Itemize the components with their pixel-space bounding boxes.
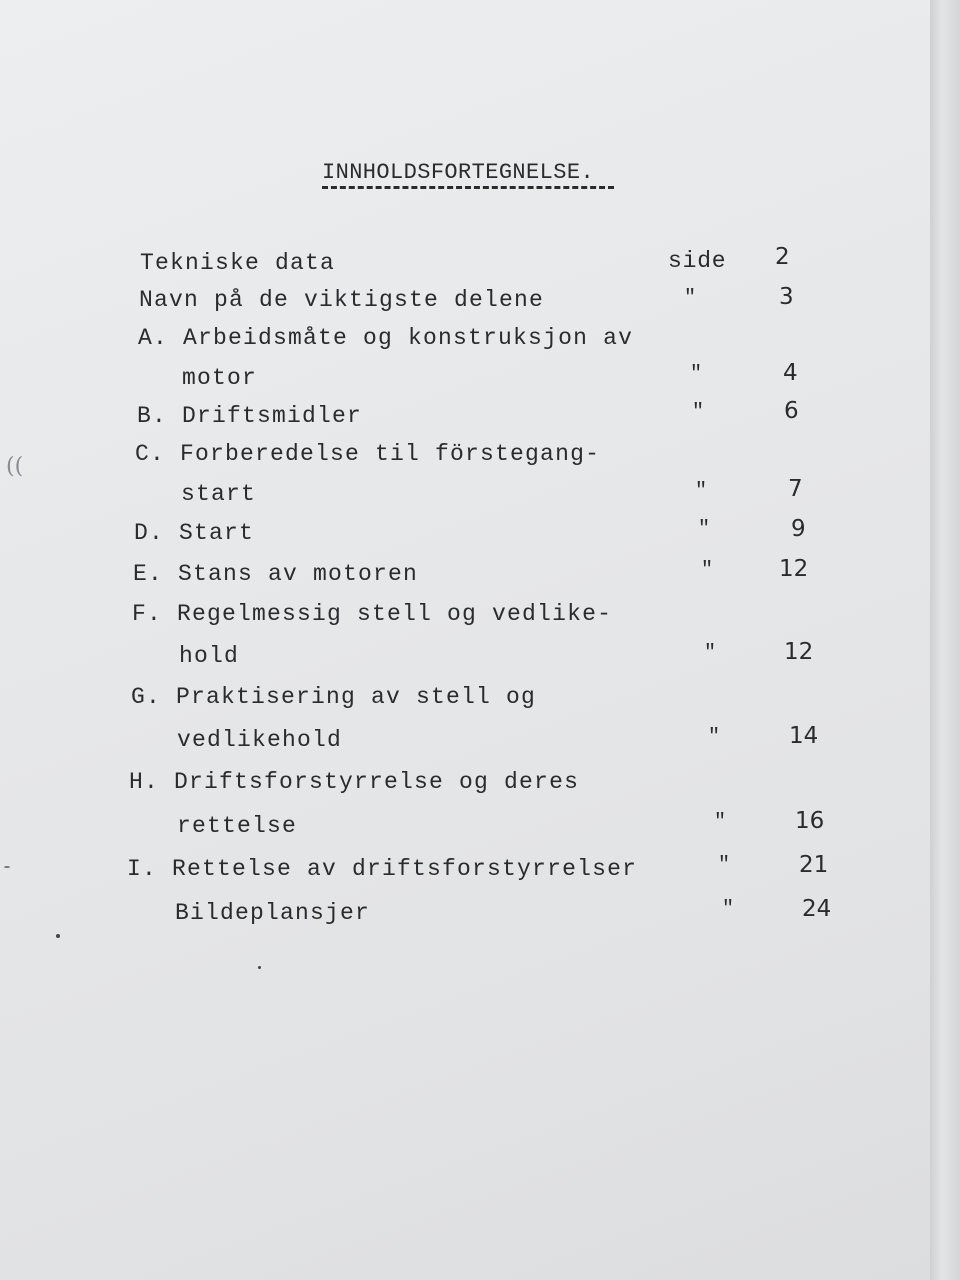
toc-ditto-mark: " [718,854,731,877]
toc-ditto-mark: " [708,726,721,749]
toc-page-number: 24 [802,896,832,922]
toc-page-number: 12 [779,556,809,582]
toc-ditto-mark: " [714,811,727,834]
toc-entry-label: B. Driftsmidler [137,403,363,429]
toc-page-number: 9 [791,516,806,542]
toc-entry-label-continued: hold [179,643,240,669]
toc-page-number: 4 [783,360,798,386]
toc-page-prefix: side [668,248,727,274]
toc-entry-label: A. Arbeidsmåte og konstruksjon av [138,325,634,351]
toc-page-number: 6 [784,398,799,424]
title-underline [322,186,614,189]
toc-ditto-mark: " [701,559,714,582]
toc-ditto-mark: " [722,898,735,921]
toc-ditto-mark: " [684,287,697,310]
toc-entry-label: H. Driftsforstyrrelse og deres [129,769,580,795]
toc-entry-label: Navn på de viktigste delene [139,287,545,313]
toc-ditto-mark: " [704,642,717,665]
toc-page-number: 2 [775,244,790,270]
paper-speck [56,934,60,938]
toc-entry-label: Tekniske data [140,250,336,276]
toc-ditto-mark: " [695,480,708,503]
toc-entry-label-continued: motor [182,365,258,391]
paper-speck [258,966,261,969]
paper-speck [4,866,10,868]
toc-entry-label-continued: vedlikehold [177,727,343,753]
toc-entry-label: F. Regelmessig stell og vedlike- [132,601,613,627]
toc-entry-label: E. Stans av motoren [133,561,419,587]
toc-entry-label: I. Rettelse av driftsforstyrrelser [127,856,638,882]
toc-entry-label: D. Start [134,520,255,546]
toc-ditto-mark: " [692,401,705,424]
toc-page-number: 14 [789,723,819,749]
toc-ditto-mark: " [698,518,711,541]
toc-page-number: 16 [795,808,825,834]
toc-ditto-mark: " [690,363,703,386]
toc-page-number: 7 [788,476,803,502]
page-title: INNHOLDSFORTEGNELSE. [322,160,595,185]
toc-entry-label-continued: start [181,481,257,507]
toc-entry-label: G. Praktisering av stell og [131,684,537,710]
toc-entry-label: Bildeplansjer [175,900,371,926]
margin-pencil-mark: (( [6,454,24,479]
toc-page-number: 12 [784,639,814,665]
page-edge [930,0,960,1280]
toc-page-number: 21 [799,852,829,878]
toc-entry-label-continued: rettelse [177,813,298,839]
toc-entry-label: C. Forberedelse til förstegang- [135,441,601,467]
toc-page-number: 3 [779,284,794,310]
